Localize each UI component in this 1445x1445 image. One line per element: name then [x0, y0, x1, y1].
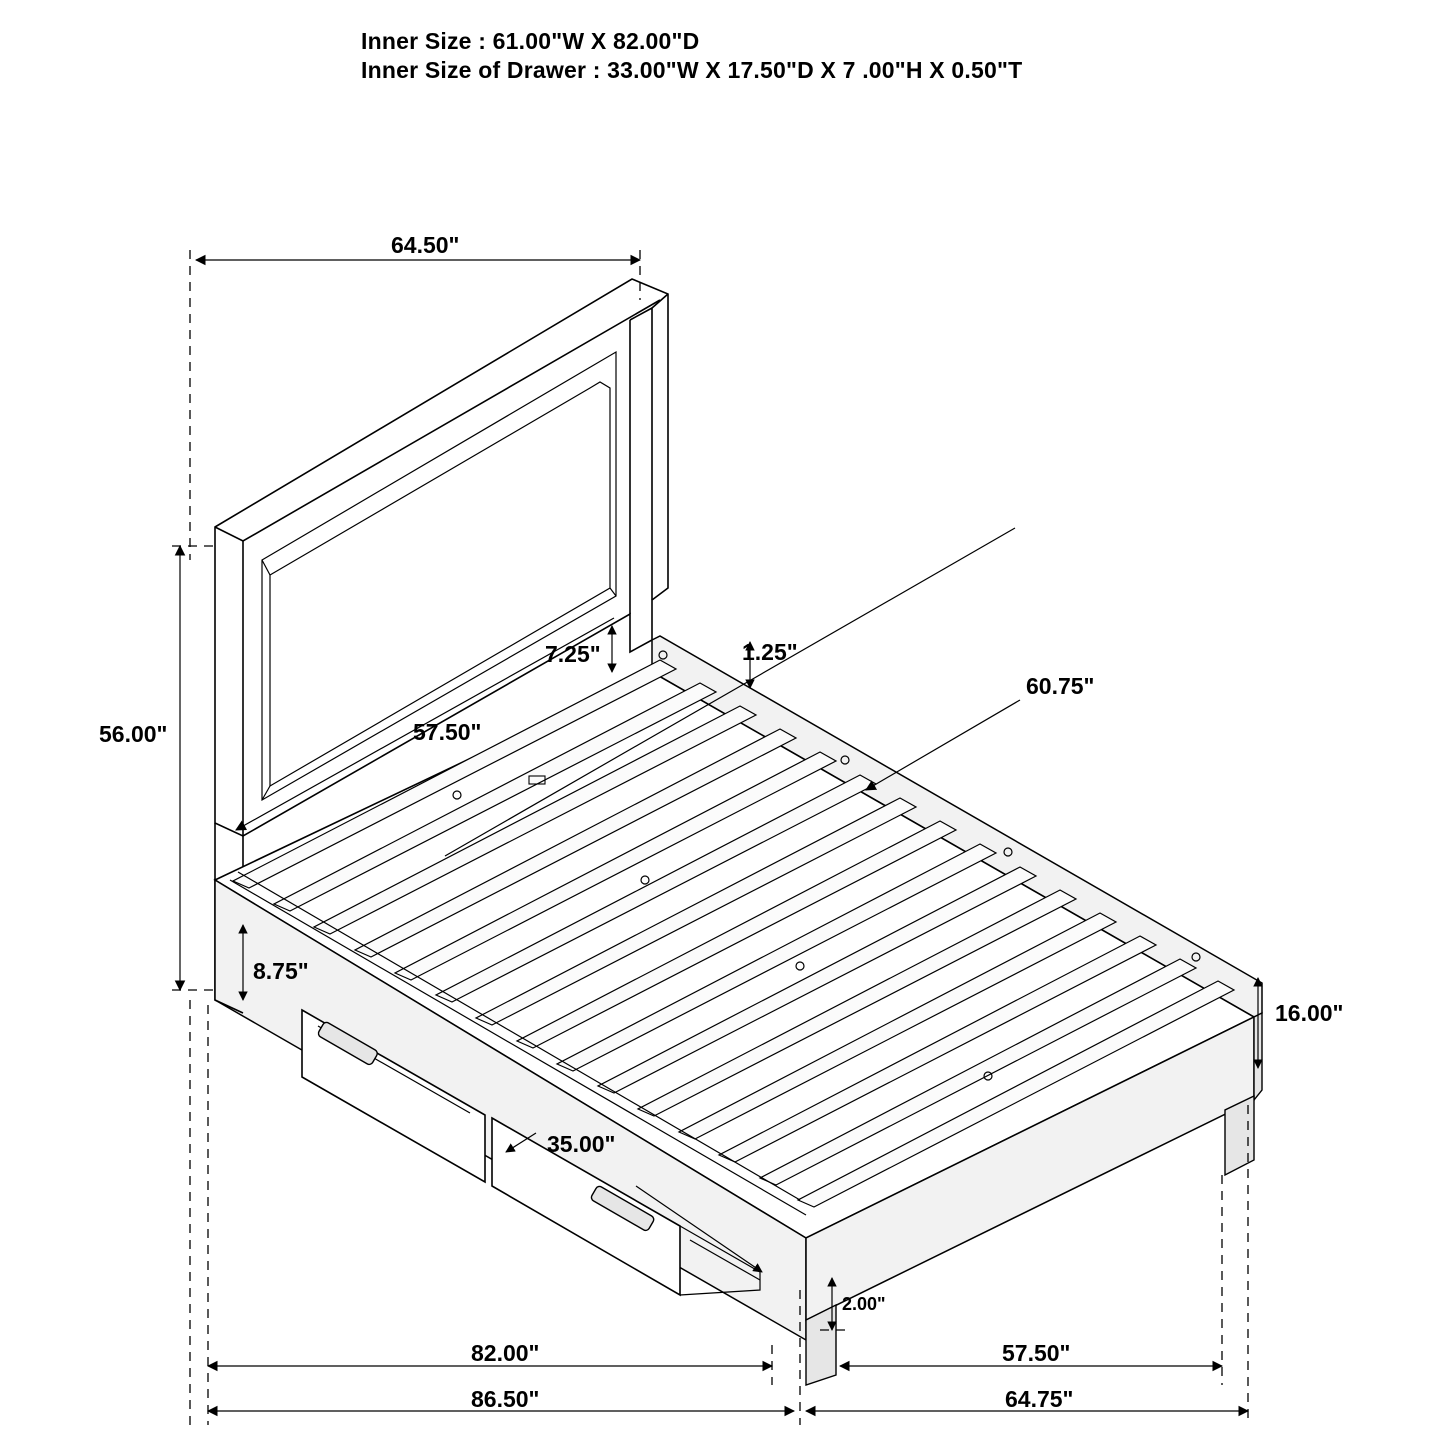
note-inner-size-drawer: Inner Size of Drawer : 33.00"W X 17.50"D X 7 .00"H X 0.50"T	[361, 57, 1023, 83]
dim-label-mattress-length: 60.75"	[1026, 673, 1095, 699]
dim-label-drawer-width: 35.00"	[547, 1131, 616, 1157]
dim-label-side-length: 82.00"	[471, 1340, 540, 1366]
dim-label-footboard-height: 16.00"	[1275, 1000, 1344, 1026]
dim-leader-mattress-length	[866, 700, 1020, 790]
dim-label-headboard-panel-gap: 7.25"	[545, 641, 601, 667]
dim-label-foot-width: 57.50"	[1002, 1340, 1071, 1366]
dim-line-overall-height	[172, 546, 215, 990]
dim-label-rail-height: 8.75"	[253, 958, 309, 984]
dim-label-foot-clearance: 2.00"	[842, 1294, 886, 1314]
dim-label-overall-length: 86.50"	[471, 1386, 540, 1412]
dim-label-overall-height: 56.00"	[99, 721, 168, 747]
dim-label-headboard-width: 64.50"	[391, 232, 460, 258]
note-inner-size: Inner Size : 61.00"W X 82.00"D	[361, 28, 700, 54]
dim-label-rail-thickness: 1.25"	[742, 639, 798, 665]
dim-label-headboard-inner-width: 57.50"	[413, 719, 482, 745]
dim-label-overall-width: 64.75"	[1005, 1386, 1074, 1412]
